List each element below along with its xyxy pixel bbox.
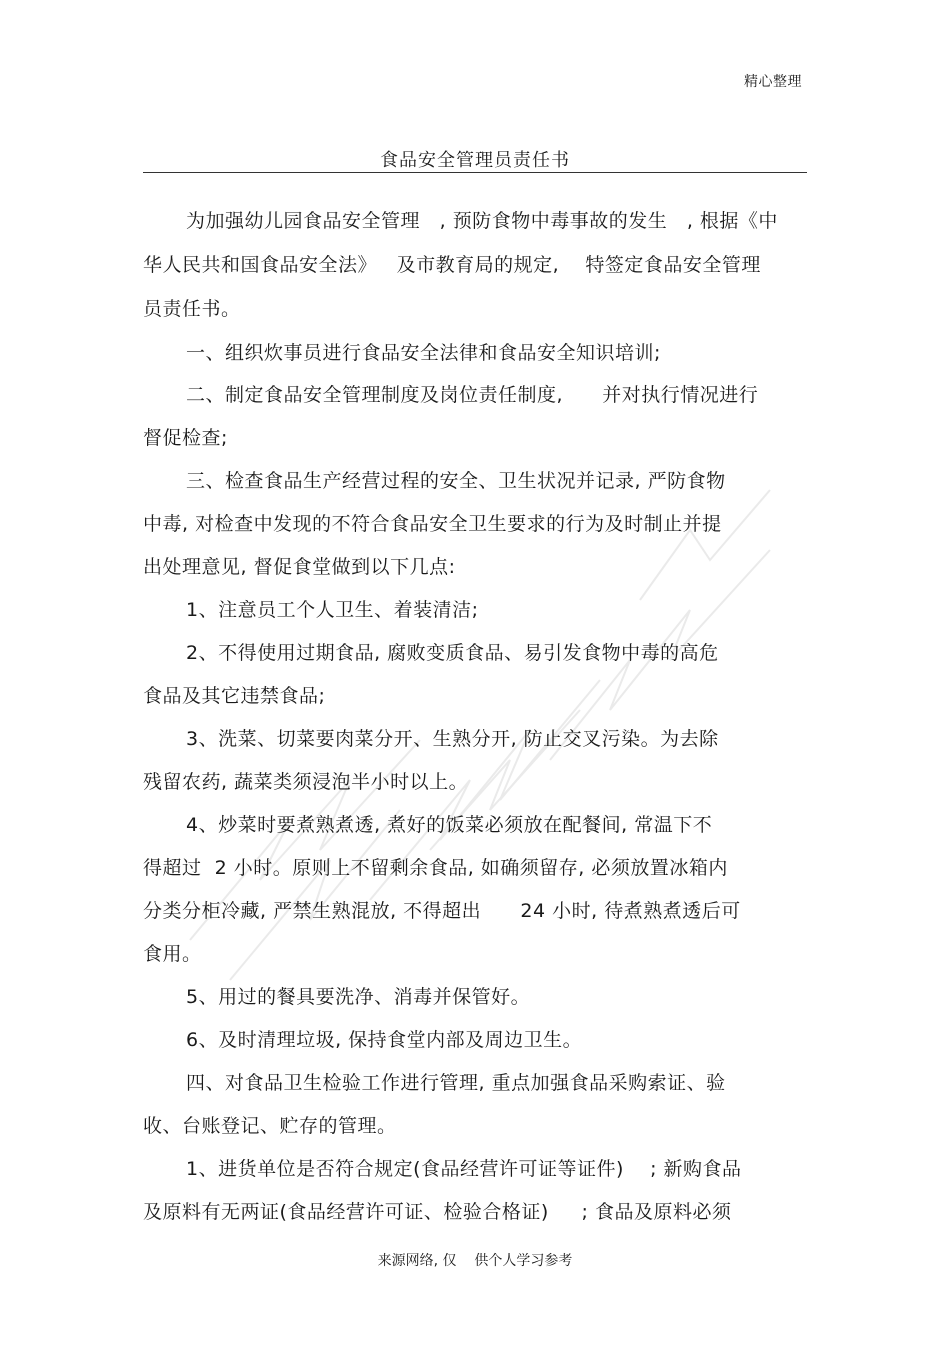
paragraph-line: 3、洗菜、切菜要肉菜分开、生熟分开, 防止交叉污染。为去除: [186, 728, 719, 750]
paragraph-line: 分类分柜冷藏, 严禁生熟混放, 不得超出 24 小时, 待煮熟煮透后可: [143, 900, 741, 922]
title-underline: [143, 172, 807, 173]
paragraph-line: 6、及时清理垃圾, 保持食堂内部及周边卫生。: [186, 1029, 583, 1051]
paragraph-line: 员责任书。: [143, 298, 241, 320]
footer-note: 来源网络, 仅 供个人学习参考: [377, 1253, 573, 1269]
paragraph-line: 食品及其它违禁食品;: [143, 685, 326, 707]
paragraph-line: 四、对食品卫生检验工作进行管理, 重点加强食品采购索证、验: [186, 1072, 726, 1094]
paragraph-line: 督促检查;: [143, 427, 228, 449]
document-title: 食品安全管理员责任书: [380, 150, 570, 171]
paragraph-line: 1、进货单位是否符合规定(食品经营许可证等证件) ; 新购食品: [186, 1158, 742, 1180]
paragraph-line: 5、用过的餐具要洗净、消毒并保管好。: [186, 986, 531, 1008]
paragraph-line: 出处理意见, 督促食堂做到以下几点:: [143, 556, 456, 578]
header-note: 精心整理: [744, 74, 802, 90]
paragraph-line: 中毒, 对检查中发现的不符合食品安全卫生要求的行为及时制止并提: [143, 513, 722, 535]
paragraph-line: 收、台账登记、贮存的管理。: [143, 1115, 397, 1137]
paragraph-line: 得超过 2 小时。原则上不留剩余食品, 如确须留存, 必须放置冰箱内: [143, 857, 728, 879]
paragraph-line: 为加强幼儿园食品安全管理 , 预防食物中毒事故的发生 , 根据《中: [186, 210, 778, 232]
paragraph-line: 二、制定食品安全管理制度及岗位责任制度, 并对执行情况进行: [186, 384, 759, 406]
paragraph-line: 1、注意员工个人卫生、着装清洁;: [186, 599, 479, 621]
paragraph-line: 一、组织炊事员进行食品安全法律和食品安全知识培训;: [186, 342, 661, 364]
paragraph-line: 食用。: [143, 943, 202, 965]
paragraph-line: 2、不得使用过期食品, 腐败变质食品、易引发食物中毒的高危: [186, 642, 719, 664]
paragraph-line: 4、炒菜时要煮熟煮透, 煮好的饭菜必须放在配餐间, 常温下不: [186, 814, 713, 836]
paragraph-line: 华人民共和国食品安全法》 及市教育局的规定, 特签定食品安全管理: [143, 254, 761, 276]
paragraph-line: 残留农药, 蔬菜类须浸泡半小时以上。: [143, 771, 469, 793]
paragraph-line: 及原料有无两证(食品经营许可证、检验合格证) ; 食品及原料必须: [143, 1201, 732, 1223]
paragraph-line: 三、检查食品生产经营过程的安全、卫生状况并记录, 严防食物: [186, 470, 726, 492]
